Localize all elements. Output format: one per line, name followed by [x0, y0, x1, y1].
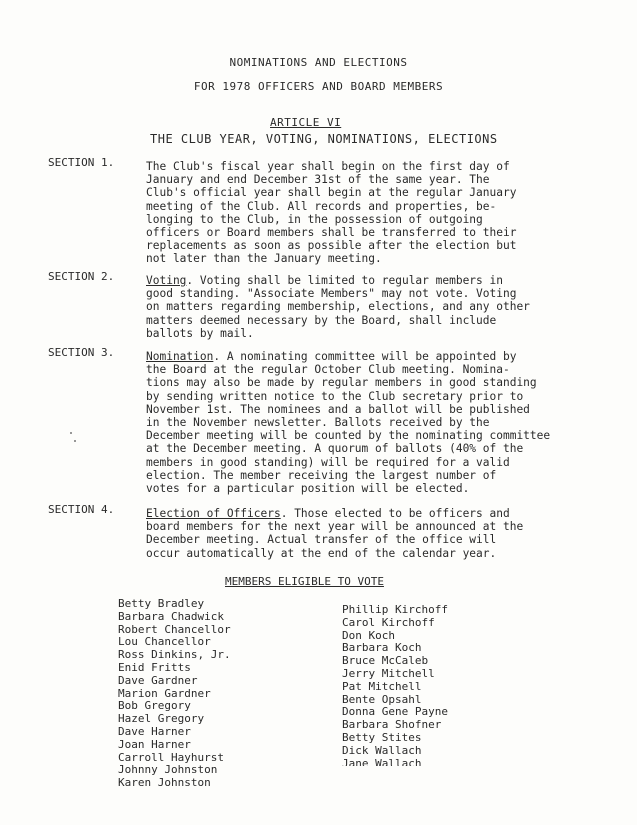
section-4-lead: Election of Officers — [146, 507, 281, 520]
members-list-right — [342, 604, 448, 766]
document-subtitle: FOR 1978 OFFICERS AND BOARD MEMBERS — [193, 80, 444, 93]
member-name: Carol Kirchoff — [342, 615, 435, 629]
members-list-left — [118, 598, 231, 790]
section-2-label: SECTION 2. — [48, 270, 115, 283]
member-name: Barbara Koch — [342, 641, 422, 655]
section-1-label: SECTION 1. — [48, 156, 115, 169]
member-name: Dave Harner — [118, 724, 191, 738]
member-name: Ross Dinkins, Jr. — [118, 648, 231, 662]
section-3-lead: Nomination — [146, 350, 214, 363]
scan-speck — [70, 432, 72, 434]
members-heading: MEMBERS ELIGIBLE TO VOTE — [225, 575, 384, 588]
section-4-text: . Those elected to be officers and board members for the next year will be announced at the December meeting. Actual transfer of the office will occur automatically at the end of the calendar year. — [146, 507, 524, 560]
member-name: Bente Opsahl — [342, 692, 422, 706]
member-name: Hazel Gregory — [118, 712, 205, 726]
member-name: Phillip Kirchoff — [342, 603, 448, 616]
member-name: Jane Wallach — [342, 757, 422, 766]
member-name: Don Koch — [342, 628, 395, 642]
article-subtitle: THE CLUB YEAR, VOTING, NOMINATIONS, ELECTIONS — [150, 132, 498, 146]
section-2-text: . Voting shall be limited to regular members in good standing. "Associate Members" may not vote. Voting on matters regarding membership, elections, and any other matters deemed necessary by the Board, shall include ballots by mail. — [146, 274, 530, 340]
member-name: Barbara Shofner — [342, 718, 442, 732]
section-4-body — [146, 507, 566, 560]
section-2-body — [146, 274, 566, 340]
member-name: Betty Bradley — [118, 597, 205, 610]
member-name: Karen Johnston — [118, 776, 211, 790]
member-name: Betty Stites — [342, 730, 422, 744]
member-name: Bruce McCaleb — [342, 654, 429, 668]
section-1-text: The Club's fiscal year shall begin on the first day of January and end December 31st of the same year. The Club's official year shall begin at the regular January meeting of the Club. All records and properties, be- longing to the Club, in the possession of outgoing officers or Board members shall be transferred to their replacements as soon as possible after the election but not later than the January meeting. — [146, 160, 517, 266]
member-name: Bob Gregory — [118, 699, 191, 713]
member-name: Lou Chancellor — [118, 635, 211, 649]
section-3-body — [146, 350, 566, 495]
member-name: Dick Wallach — [342, 743, 422, 757]
section-2-lead: Voting — [146, 274, 187, 287]
member-name: Robert Chancellor — [118, 622, 231, 636]
member-name: Joan Harner — [118, 737, 191, 751]
article-heading: ARTICLE VI — [270, 116, 342, 129]
member-name: Donna Gene Payne — [342, 705, 448, 719]
member-name: Carroll Hayhurst — [118, 750, 224, 764]
section-3-label: SECTION 3. — [48, 346, 115, 359]
member-name: Johnny Johnston — [118, 763, 218, 777]
member-name: Marion Gardner — [118, 686, 211, 700]
scan-speck — [74, 440, 76, 442]
section-1-body — [146, 160, 566, 266]
section-3-text: . A nominating committee will be appointed by the Board at the regular October Club meeting. Nomina- tions may also be made by regular members in good standing by sending written notice to the Club secretary prior to November 1st. The nominees and a ballot will be published in the November newsletter. Ballots received by the December meeting will be counted by the nominating committee at the December meeting. A quorum of ballots (40% of the members in good standing) will be required for a valid election. The member receiving the largest number of votes for a particular position will be elected. — [146, 350, 551, 496]
member-name: Barbara Chadwick — [118, 609, 224, 623]
member-name: Dave Gardner — [118, 673, 198, 687]
section-4-label: SECTION 4. — [48, 503, 115, 516]
member-name: Enid Fritts — [118, 660, 191, 674]
member-name: Jerry Mitchell — [342, 666, 435, 680]
member-name: Pat Mitchell — [342, 679, 422, 693]
document-title: NOMINATIONS AND ELECTIONS — [229, 56, 408, 69]
